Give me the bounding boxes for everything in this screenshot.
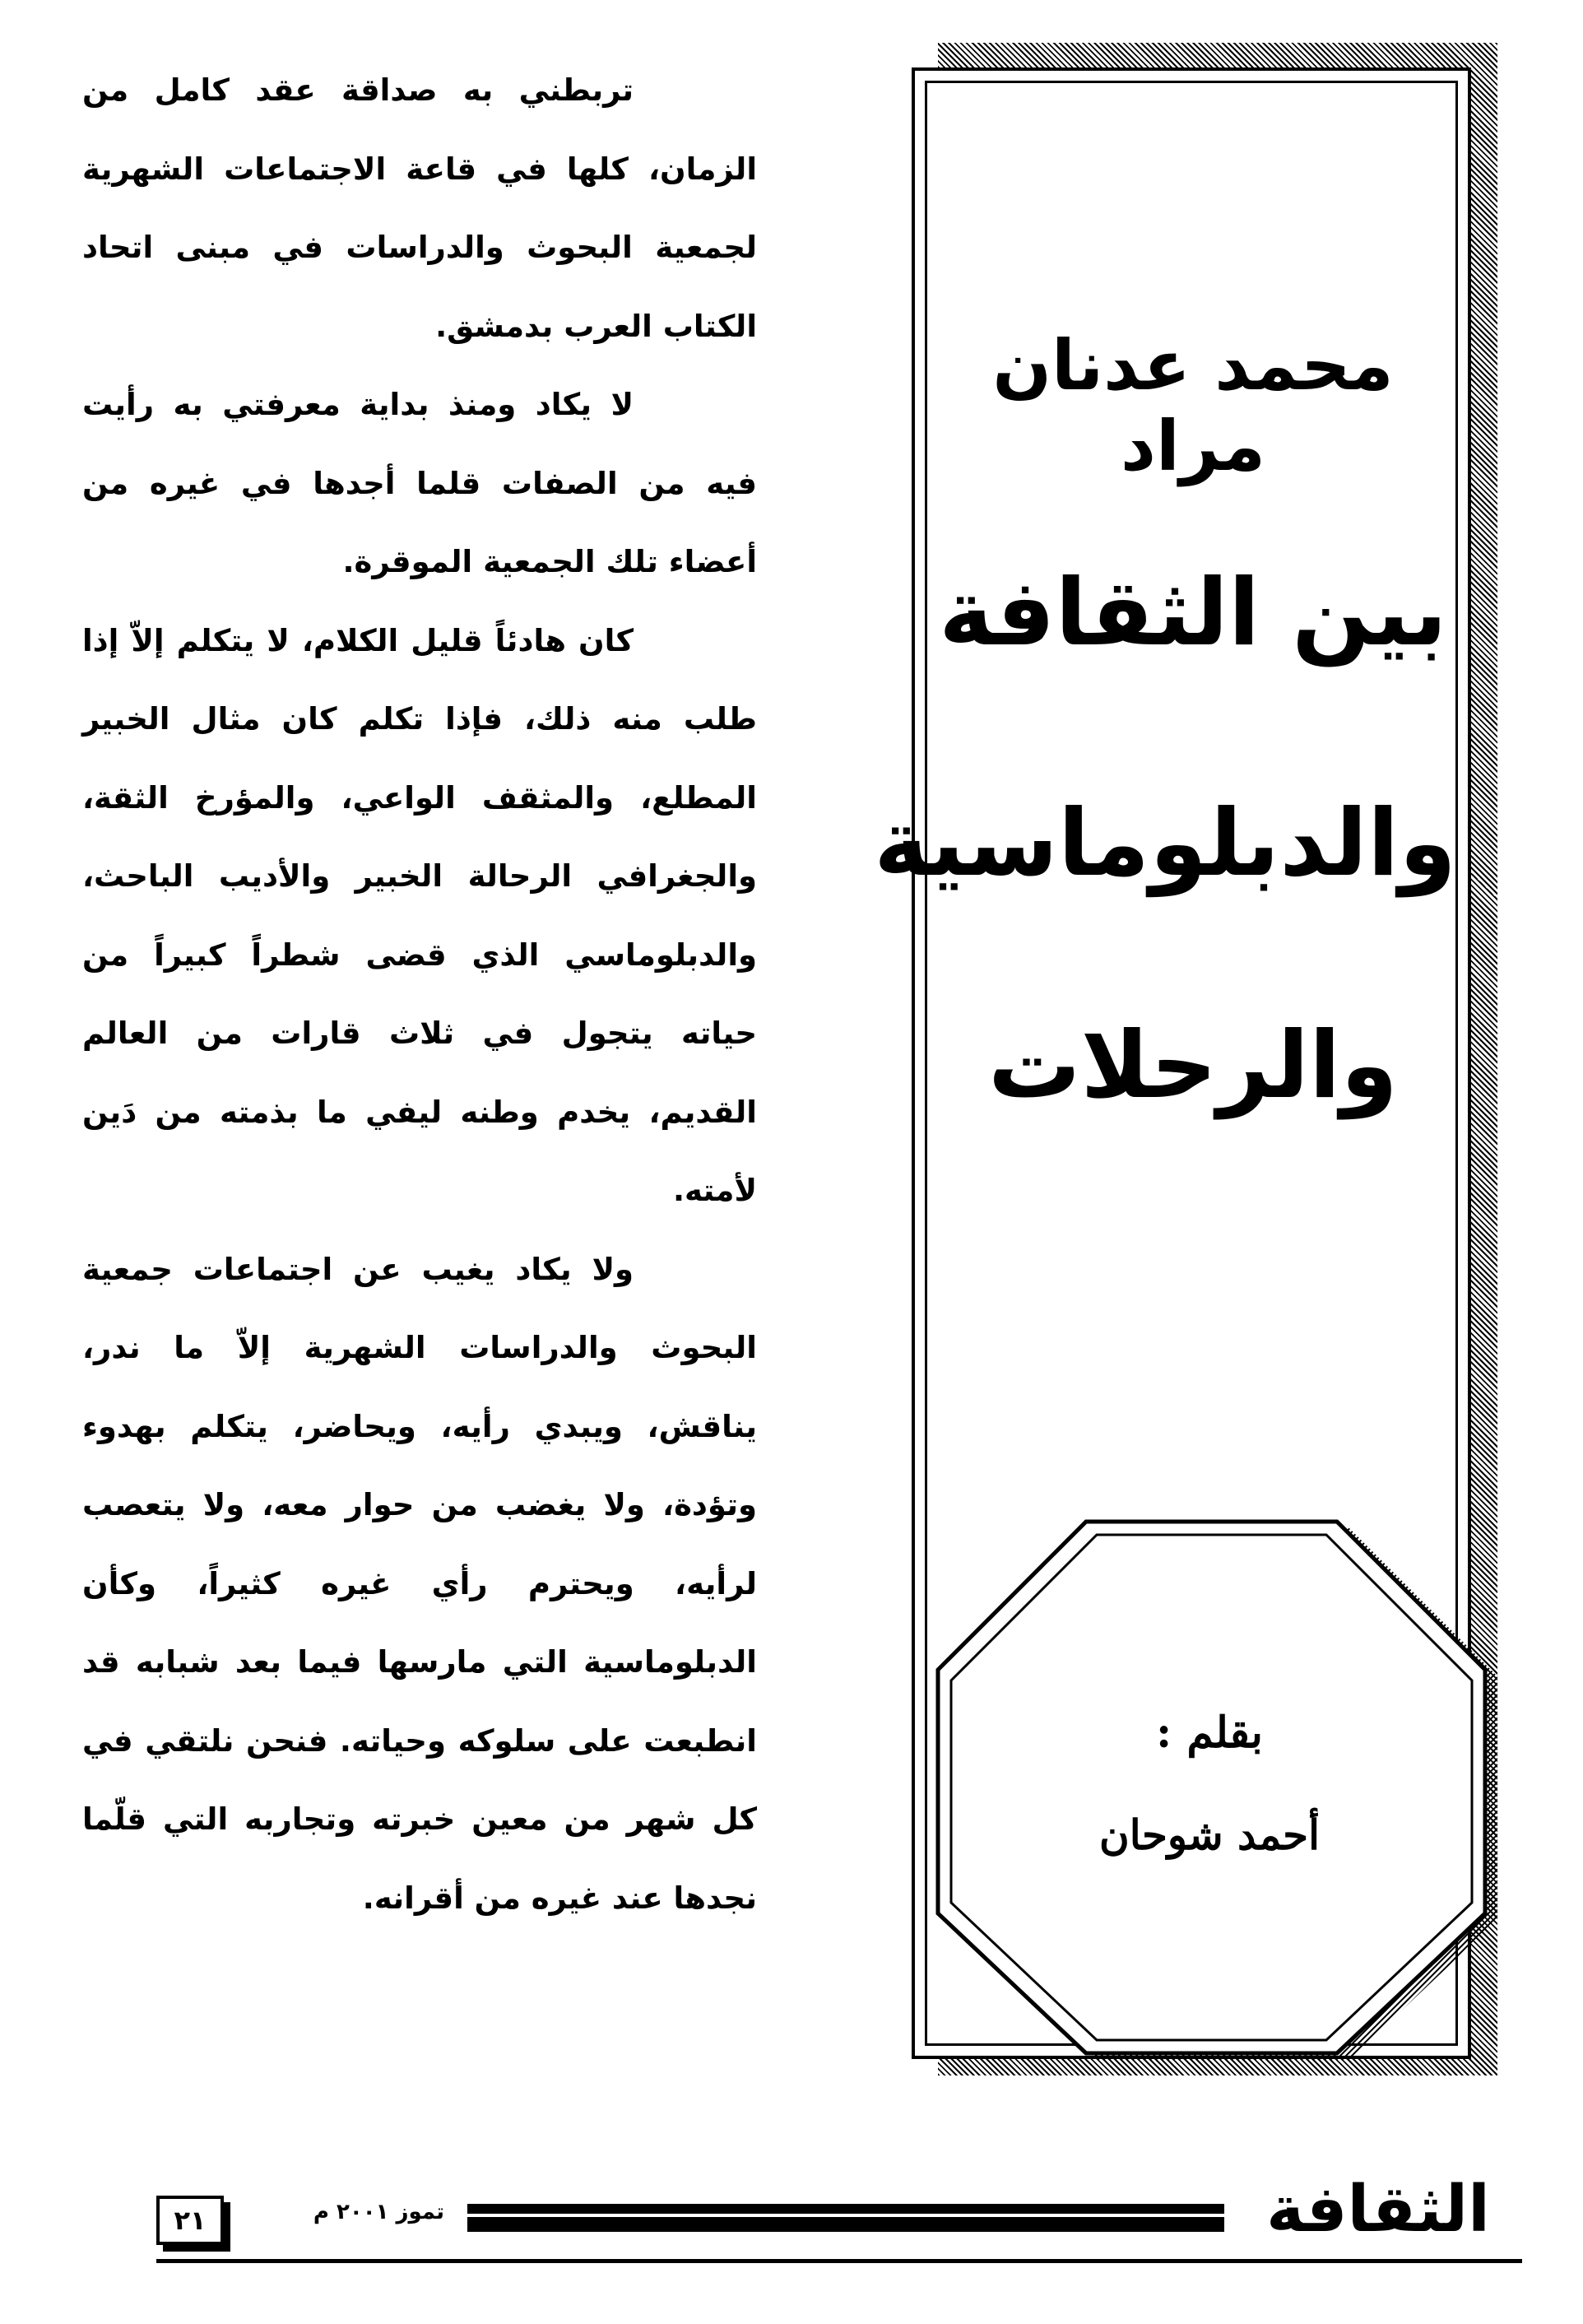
article-paragraph-3: كان هادئاً قليل الكلام، لا يتكلم إلاّ إذا طلب منه ذلك، فإذا تكلم كان مثال الخبير المطلع، والمثقف الواعي، والمؤرخ الثقة، والجغرافي الرحالة الخبير والأديب الباحث، والدبلوماسي الذي قضى شطراً كبيراً من حياته يتجول في ثلاث قارات من العالم القديم، يخدم وطنه ليفي ما بذمته من دَين لأمته. [82,622,757,1208]
issue-date: تموز ٢٠٠١ م [313,2200,444,2224]
page-number: ٢١ [156,2196,224,2245]
footer-bar-gap [467,2214,1224,2217]
article-paragraph-4: ولا يكاد يغيب عن اجتماعات جمعية البحوث والدراسات الشهرية إلاّ ما ندر، يناقش، ويبدي رأيه، ويحاضر، يتكلم بهدوء وتؤدة، ولا يغضب من حوار معه، ولا يتعصب لرأيه، ويحترم رأي غيره كثيراً، وكأن الدبلوماسية التي مارسها فيما بعد شبابه قد انطبعت على سلوكه وحياته. فنحن نلتقي في كل شهر من معين خبرته وتجاربه التي قلّما نجدها عند غيره من أقرانه. [82,1251,757,1916]
footer-decorative-bar [467,2204,1224,2232]
byline-label: بقلم : [1156,1708,1263,1758]
byline-octagon-frame [934,1518,1502,2061]
article-paragraph-1: تربطني به صداقة عقد كامل من الزمان، كلها في قاعة الاجتماعات الشهرية لجمعية البحوث والدراسات في مبنى اتحاد الكتاب العرب بدمشق. [82,72,757,344]
article-body [82,51,757,1937]
title-subject-name: محمد عدنان مراد [992,325,1394,486]
article-paragraph-2: لا يكاد ومنذ بداية معرفتي به رأيت فيه من الصفات قلما أجدها في غيره من أعضاء تلك الجمعية الموقرة. [82,387,757,579]
magazine-logo: الثقافة [1266,2173,1490,2247]
title-line-4: والرحلات [987,1012,1399,1119]
footer-rule [156,2259,1522,2263]
byline-author: أحمد شوحان [1099,1810,1320,1859]
title-line-3: والدبلوماسية [874,790,1456,897]
title-line-2: بين الثقافة [939,560,1447,667]
